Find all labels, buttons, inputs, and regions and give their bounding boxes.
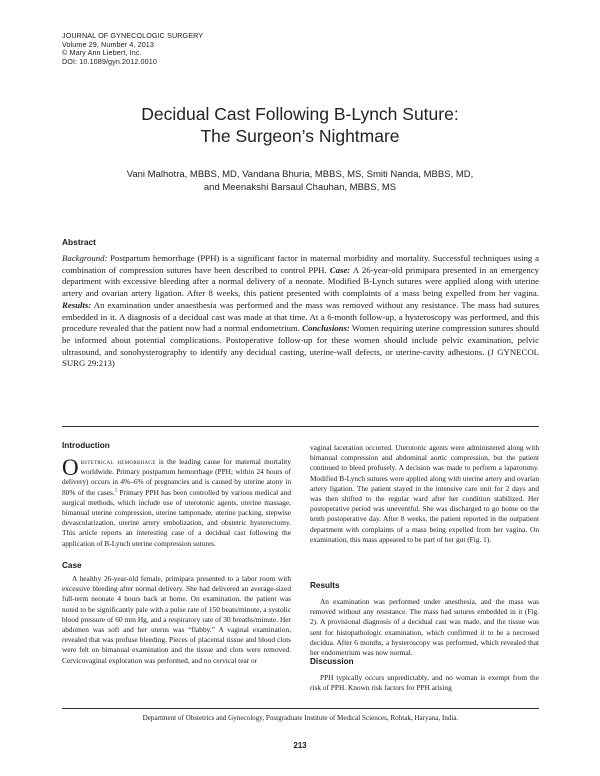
discussion-paragraph: PPH typically occurs unpredictably, and no woman is exempt from the risk of PPH. Known risk factors for PPH arising [310,673,539,693]
results-heading: Results [310,581,340,590]
abstract-conclusions-text: Women requiring uterine compression sutures should be informed about potential complications. Postoperative follow-up for these women should include pelvic examination, pelvic ultrasound, and sonohysterography to identify any decidual casting, uterine-wall defects, or uterine-cavity adhesions. (J GYNECOL SURG 29:213) [62,323,539,369]
title-line-1: Decidual Cast Following B-Lynch Suture: [141,104,459,124]
case-paragraph: A healthy 26-year-old female, primipara presented to a labor room with excessive bleeding after normal delivery. She had delivered an average-sized full-term neonate 4 hours back at home. On examination, the patient was noted to be significantly pale with a pulse rate of 150 beats/minute, a systolic blood pressure of 60 mm Hg, and a respiratory rate of 30 breaths/minute. Her abdomen was soft and her uterus was “flabby.” A vaginal examination, revealed that was profuse bleeding. Pieces of placental tissue and blood clots were felt on bimanual examination and the tissue and clots were removed. Cervicovaginal exploration was performed, and no cervical tear or [62,574,291,665]
journal-doi: DOI: 10.1089/gyn.2012.0010 [62,56,157,66]
abstract-case-label: Case: [329,264,351,275]
authors [0,168,600,194]
abstract-body [62,253,539,370]
introduction-text-1: is the leading cause for maternal mortality worldwide. Primary postpartum hemorrhage (PPH; within 24 hours of delivery) occurs in 4%–6% of pregnancies and is caused by uterine atony in 80% of the cases. [62,457,291,497]
article-title [0,103,600,147]
abstract-case-text: A 26-year-old primipara presented in an emergency department with excessive bleeding after a normal delivery of a neonate. Modified B-Lynch sutures were applied along with uterine artery and ovarian artery ligation. After 8 weeks, this patient presented with complaints of a mass being expelled from her vagina. [62,264,539,299]
abstract-conclusions-label: Conclusions: [302,323,350,334]
abstract-background-label: Background: [62,253,108,263]
dropcap: O [62,455,79,480]
journal-copyright: © Mary Ann Liebert, Inc. [62,48,142,58]
discussion-heading: Discussion [310,657,354,666]
results-text [310,597,539,658]
authors-line-1: Vani Malhotra, MBBS, MD, Vandana Bhuria, MBBS, MS, Smiti Nanda, MBBS, MD, [126,169,474,180]
discussion-text [310,673,539,693]
case-text [62,574,291,666]
reference-1: 1 [114,488,118,494]
case-heading: Case [62,561,82,570]
journal-info [62,32,203,66]
abstract-heading: Abstract [62,237,96,247]
authors-line-2: and Meenakshi Barsaul Chauhan, MBBS, MS [203,182,397,193]
case-continuation [310,443,539,545]
results-paragraph: An examination was performed under anesthesia, and the mass was removed without any resistance. The mass had sutures embedded in it (Fig. 2). A provisional diagnosis of a decidual cast was made, and the tissue was sent for histopathologic examination, which confirmed it to be a necrosed decidua. After 6 months, a hysteroscopy was performed, which revealed that her endometrium was now normal. [310,597,539,658]
abstract-results-text: An examination under anaesthesia was performed and the mass was removed without any resistance. The mass had sutures embedded in it. A diagnosis of a decidual cast was made at that time. At a 6-month follow-up, a hysteroscopy was performed, and this procedure revealed that the patient now had a normal endometrium. [62,299,539,334]
journal-volume: Volume 29, Number 4, 2013 [62,39,154,49]
title-line-2: The Surgeon’s Nightmare [200,126,400,146]
introduction-heading: Introduction [62,441,110,450]
introduction-text-2: Primary PPH has been controlled by various medical and surgical methods, which include use of uterotonic agents, uterine massage, bimanual uterine compression, uterine tamponade, uterine packing, stepwise devascularization, uterine artery embolization, and obstetric hysterectomy. This article reports an interesting case of a decidual cast following the application of B-Lynch uterine compression sutures. [62,487,292,548]
page-number: 213 [293,741,307,750]
introduction-lead: bstetrical hemorrhage [80,457,156,466]
abstract-results-label: Results: [62,299,92,310]
case-continuation-paragraph: vaginal laceration occurred. Uterotonic agents were administered along with bimanual compression and abdominal aortic compression, but the patient continued to bleed profusely. A decision was made to perform a laparotomy. Modified B-Lynch sutures were applied along with uterine artery and ovarian artery ligation. The patient stayed in the intensive care unit for 2 days and was then shifted to the regular ward after her condition stabilized. Her postoperative period was uneventful. She was discharged to go home on the tenth postoperative day. After 8 weeks, the patient reported in the outpatient department with complaints of a mass being expelled from her vagina. On examination, this mass appeared to be part of her gut (Fig. 1). [310,443,539,544]
introduction-text [62,457,291,549]
journal-name: JOURNAL OF GYNECOLOGIC SURGERY [62,31,204,40]
abstract-background-text: Postpartum hemorrhage (PPH) is a significant factor in maternal morbidity and mortality. Successful techniques using a combination of compression sutures have been described to control PPH. [62,253,539,275]
footnote-divider [62,708,539,709]
abstract-divider [62,426,539,427]
affiliation-footnote: Department of Obstetrics and Gynecology, Postgraduate Institute of Medical Sciences, Rohtak, Haryana, India. [142,714,459,722]
